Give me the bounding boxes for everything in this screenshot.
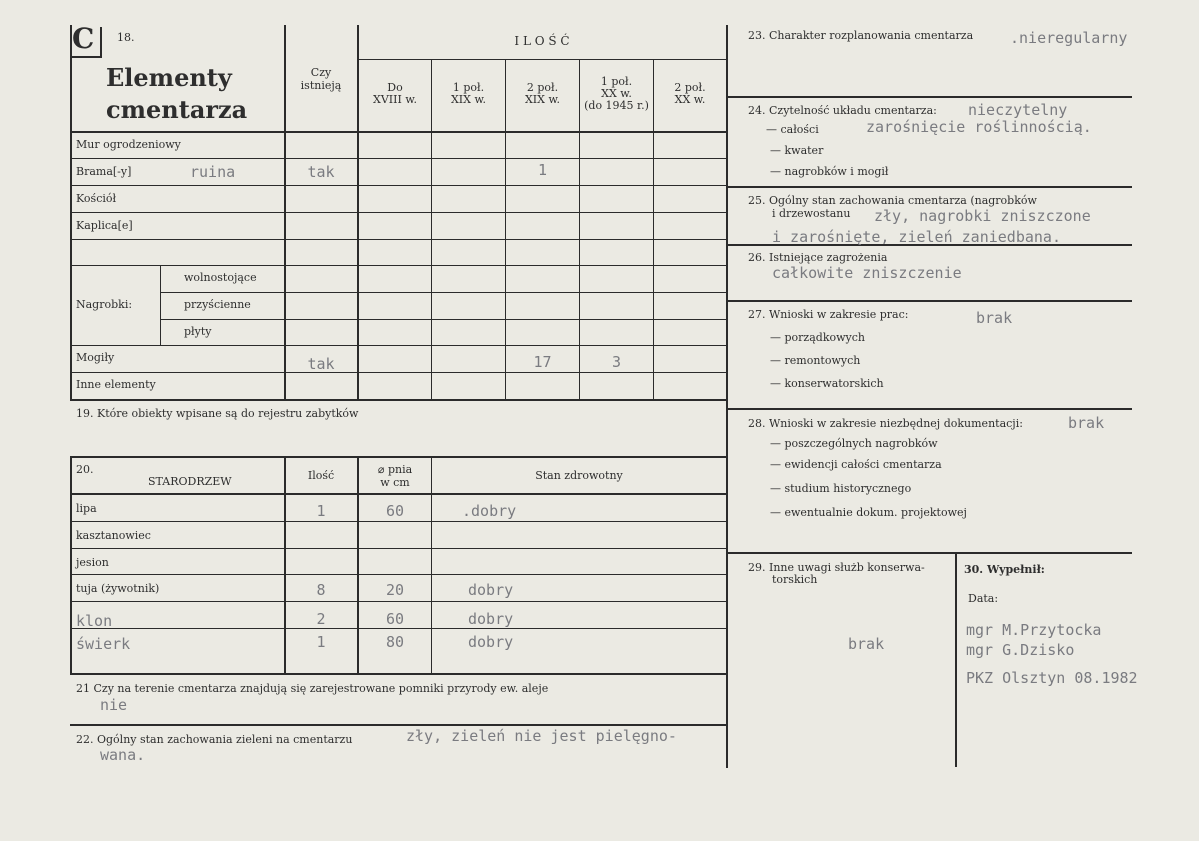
s20-header-line bbox=[70, 493, 726, 495]
s27-item-remontowych: — remontowych bbox=[770, 354, 861, 367]
row-label-nagrobki: Nagrobki: bbox=[76, 298, 133, 311]
s26-answer: całkowite zniszczenie bbox=[772, 264, 962, 282]
section-number: 18. bbox=[117, 31, 135, 44]
tree-qty-swierk: 1 bbox=[316, 633, 326, 651]
exists-header: Czy istnieją bbox=[300, 66, 342, 93]
row-line bbox=[70, 372, 726, 373]
s28-item-ewidencji: — ewidencji całości cmentarza bbox=[770, 458, 942, 471]
tree-dia-tuja: 20 bbox=[385, 581, 405, 599]
tree-name-swierk: świerk bbox=[76, 635, 131, 653]
tree-name-tuja: tuja (żywotnik) bbox=[76, 582, 160, 595]
center-divider bbox=[726, 25, 728, 768]
divider-col-period5 bbox=[653, 60, 654, 400]
tree-name-lipa: lipa bbox=[76, 502, 97, 515]
s20-col-dia-header: ⌀ pnia w cm bbox=[377, 463, 413, 490]
s27-item-konserwatorskich: — konserwatorskich bbox=[770, 377, 884, 390]
s28-item-projektowej: — ewentualnie dokum. projektowej bbox=[770, 506, 967, 519]
s23-answer: .nieregularny bbox=[1010, 29, 1128, 47]
row-label-brama: Brama[-y] bbox=[76, 165, 132, 178]
s22-answer-line2: wana. bbox=[100, 746, 146, 764]
s20-col-qty-header: Ilość bbox=[307, 469, 335, 482]
row-label-inne: Inne elementy bbox=[76, 378, 156, 391]
r-divider-29-30 bbox=[955, 553, 957, 767]
s21-label: 21 Czy na terenie cmentarza znajdują się zarejestrowane pomniki przyrody ew. aleje bbox=[76, 682, 549, 695]
row-line bbox=[70, 345, 726, 346]
mogily-exists: tak bbox=[307, 355, 335, 373]
s25-answer-line1: zły, nagrobki zniszczone bbox=[874, 207, 1091, 225]
tree-qty-tuja: 8 bbox=[316, 581, 326, 599]
r-line-28 bbox=[727, 552, 1132, 554]
row-line bbox=[160, 292, 726, 293]
s30-stamp: PKZ Olsztyn 08.1982 bbox=[966, 669, 1138, 687]
period-header-1: Do XVIII w. bbox=[373, 81, 417, 106]
row-label-kaplica: Kaplica[e] bbox=[76, 219, 133, 232]
s21-bottom-line bbox=[70, 724, 726, 726]
s24-item-kwater: — kwater bbox=[770, 144, 824, 157]
header-ilosc-line bbox=[357, 59, 726, 60]
period-header-3: 2 poł. XIX w. bbox=[524, 81, 561, 106]
tree-name-kasztanowiec: kasztanowiec bbox=[76, 529, 151, 542]
nagrobki-sub-plyty: płyty bbox=[184, 325, 212, 338]
period-header-2: 1 poł. XIX w. bbox=[450, 81, 487, 106]
r-line-27 bbox=[727, 408, 1132, 410]
s30-name-1: mgr M.Przytocka bbox=[966, 621, 1102, 639]
s29-label-line2: torskich bbox=[772, 573, 818, 586]
row-line bbox=[70, 212, 726, 213]
divider-col-period3 bbox=[505, 60, 506, 400]
tree-state-lipa: .dobry bbox=[462, 502, 517, 520]
divider-col-period2 bbox=[431, 60, 432, 400]
s26-label: 26. Istniejące zagrożenia bbox=[748, 251, 888, 264]
s20-col-state bbox=[431, 457, 432, 674]
period-header-5: 2 poł. XX w. bbox=[674, 81, 706, 106]
letter-box-bottom bbox=[70, 56, 102, 58]
s27-item-porzadkowych: — porządkowych bbox=[770, 331, 865, 344]
s20-header: STARODRZEW bbox=[148, 475, 232, 488]
s20-row-line bbox=[70, 548, 726, 549]
row-line bbox=[70, 239, 726, 240]
tree-state-swierk: dobry bbox=[468, 633, 514, 651]
header-bottom-line bbox=[70, 131, 726, 133]
row-label-mogily: Mogiły bbox=[76, 351, 115, 364]
s20-col-state-header: Stan zdrowotny bbox=[535, 469, 623, 482]
ilosc-header: I L O Ś Ć bbox=[514, 34, 570, 48]
s20-number: 20. bbox=[76, 463, 94, 476]
card-letter: C bbox=[72, 22, 95, 55]
s28-answer: brak bbox=[1068, 414, 1105, 432]
s27-label: 27. Wnioski w zakresie prac: bbox=[748, 308, 909, 321]
s21-answer: nie bbox=[100, 696, 128, 714]
tree-dia-lipa: 60 bbox=[385, 502, 405, 520]
period-header-4: 1 poł. XX w. (do 1945 r.) bbox=[584, 75, 649, 112]
tree-state-tuja: dobry bbox=[468, 581, 514, 599]
row-label-kosciol: Kościół bbox=[76, 192, 117, 205]
tree-name-jesion: jesion bbox=[76, 556, 109, 569]
s30-name-2: mgr G.Dzisko bbox=[966, 641, 1075, 659]
page-title-line1: Elementy bbox=[106, 63, 232, 92]
s25-answer-line2: i zarośnięte, zieleń zaniedbana. bbox=[772, 228, 1061, 246]
mogily-count-19b: 17 bbox=[533, 353, 552, 371]
s20-row-line bbox=[70, 628, 726, 629]
s24-answer-line1: nieczytelny bbox=[968, 101, 1068, 119]
left-border-lower bbox=[70, 457, 72, 674]
nagrobki-sub-wolnostojace: wolnostojące bbox=[184, 271, 257, 284]
tree-qty-klon: 2 bbox=[316, 610, 326, 628]
s30-date-label: Data: bbox=[968, 592, 999, 605]
brama-count-19b: 1 bbox=[537, 161, 548, 179]
s22-label: 22. Ogólny stan zachowania zieleni na cmentarzu bbox=[76, 733, 353, 746]
r-line-23 bbox=[727, 96, 1132, 98]
table-bottom-line bbox=[70, 399, 726, 401]
r-line-26 bbox=[727, 300, 1132, 302]
tree-dia-swierk: 80 bbox=[385, 633, 405, 651]
page-title-line2: cmentarza bbox=[106, 95, 248, 124]
row-line bbox=[70, 185, 726, 186]
s20-top-line bbox=[70, 456, 726, 458]
row-line bbox=[70, 158, 726, 159]
s20-row-line bbox=[70, 521, 726, 522]
tree-state-klon: dobry bbox=[468, 610, 514, 628]
tree-qty-lipa: 1 bbox=[316, 502, 326, 520]
s23-label: 23. Charakter rozplanowania cmentarza bbox=[748, 29, 974, 42]
row-line bbox=[160, 319, 726, 320]
s28-item-nagrobkow: — poszczególnych nagrobków bbox=[770, 437, 938, 450]
s24-label: 24. Czytelność układu cmentarza: bbox=[748, 104, 937, 117]
s29-label-line1: 29. Inne uwagi służb konserwa- bbox=[748, 561, 925, 574]
brama-exists: tak bbox=[307, 163, 335, 181]
letter-box-right bbox=[100, 27, 102, 57]
s25-label-line2: i drzewostanu bbox=[772, 207, 851, 220]
s29-answer: brak bbox=[848, 635, 885, 653]
brama-description: ruina bbox=[190, 163, 236, 181]
nagrobki-sub-przyscienne: przyścienne bbox=[184, 298, 251, 311]
s22-answer-line1: zły, zieleń nie jest pielęgno- bbox=[406, 727, 677, 745]
mogily-count-20a: 3 bbox=[611, 353, 622, 371]
s20-row-line bbox=[70, 601, 726, 602]
s24-item-nagrobkow: — nagrobków i mogił bbox=[770, 165, 889, 178]
tree-dia-klon: 60 bbox=[385, 610, 405, 628]
r-line-24 bbox=[727, 186, 1132, 188]
nagrobki-divider bbox=[160, 266, 161, 346]
s28-item-studium: — studium historycznego bbox=[770, 482, 912, 495]
s27-answer: brak bbox=[976, 309, 1013, 327]
row-line bbox=[70, 265, 726, 266]
s25-label-line1: 25. Ogólny stan zachowania cmentarza (nagrobków bbox=[748, 194, 1037, 207]
row-label-mur: Mur ogrodzeniowy bbox=[76, 138, 181, 151]
s20-row-line bbox=[70, 574, 726, 575]
s24-item-calosci: — całości bbox=[766, 123, 819, 136]
s19-label: 19. Które obiekty wpisane są do rejestru zabytków bbox=[76, 407, 359, 420]
s30-label: 30. Wypełnił: bbox=[964, 563, 1045, 576]
s24-answer-line2: zarośnięcie roślinnością. bbox=[866, 118, 1092, 136]
s28-label: 28. Wnioski w zakresie niezbędnej dokumentacji: bbox=[748, 417, 1023, 430]
tree-name-klon: klon bbox=[76, 612, 113, 630]
s20-bottom-line bbox=[70, 673, 726, 675]
